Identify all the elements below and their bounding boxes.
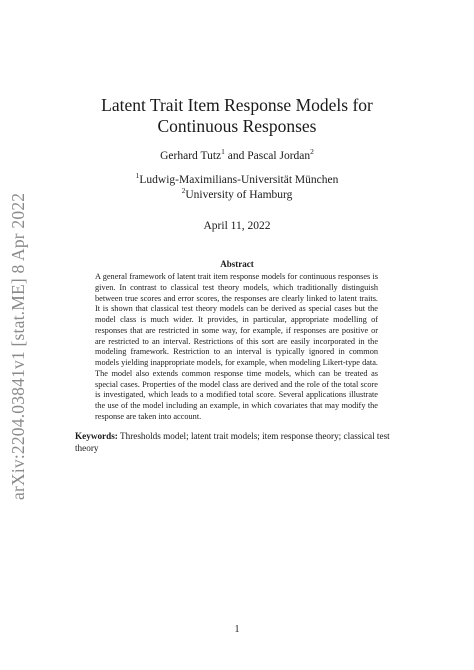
keywords-label: Keywords:: [75, 431, 118, 441]
affiliation-2-mark: 2: [181, 186, 186, 196]
affiliation-1: [60, 173, 414, 188]
author-2-affil-mark: 2: [310, 147, 314, 157]
affiliation-1-mark: 1: [135, 171, 140, 181]
affiliation-1-name: Ludwig-Maximilians-Universität München: [139, 174, 339, 186]
author-1-affil-mark: 1: [221, 147, 225, 157]
author-1-name: Gerhard Tutz: [160, 150, 222, 162]
keywords: [75, 431, 397, 454]
abstract-heading: Abstract: [220, 259, 254, 269]
keywords-list: Thresholds model; latent trait models; item response theory; classical test theory: [75, 431, 390, 453]
affiliation-2: [60, 188, 414, 203]
page-number: 1: [234, 624, 240, 635]
paper-date: April 11, 2022: [203, 220, 271, 232]
affiliations: [60, 173, 414, 203]
arxiv-identifier: arXiv:2204.03841v1 [stat.ME] 8 Apr 2022: [8, 192, 28, 500]
paper-title: [60, 95, 414, 137]
author-list: [60, 147, 414, 162]
author-2-name: Pascal Jordan: [247, 150, 311, 162]
affiliation-2-name: University of Hamburg: [185, 189, 293, 201]
abstract-text: A general framework of latent trait item response models for continuous responses is given. In contrast to classical test theory models, which traditionally distinguish between true scores and error scores, the responses are clearly linked to latent traits. It is shown that classical test theory models can be derived as special cases but the model class is much wider. It provides, in particular, appropriate modelling of responses that are restricted in some way, for example, if responses are positive or are restricted to an interval. Restrictions of this sort are easily incorporated in the modeling framework. Restriction to an interval is typically ignored in common models yielding inappropriate models, for example, when modeling Likert-type data. The model also extends common response time models, which can be treated as special cases. Properties of the model class are derived and the role of the total score is investigated, which leads to a modified total score. Several applications illustrate the use of the model including an example, in which covariates that may modify the response are taken into account.: [95, 272, 378, 421]
author-connector: and: [224, 150, 248, 162]
title-line-2: Continuous Responses: [157, 116, 317, 136]
title-line-1: Latent Trait Item Response Models for: [101, 95, 373, 115]
